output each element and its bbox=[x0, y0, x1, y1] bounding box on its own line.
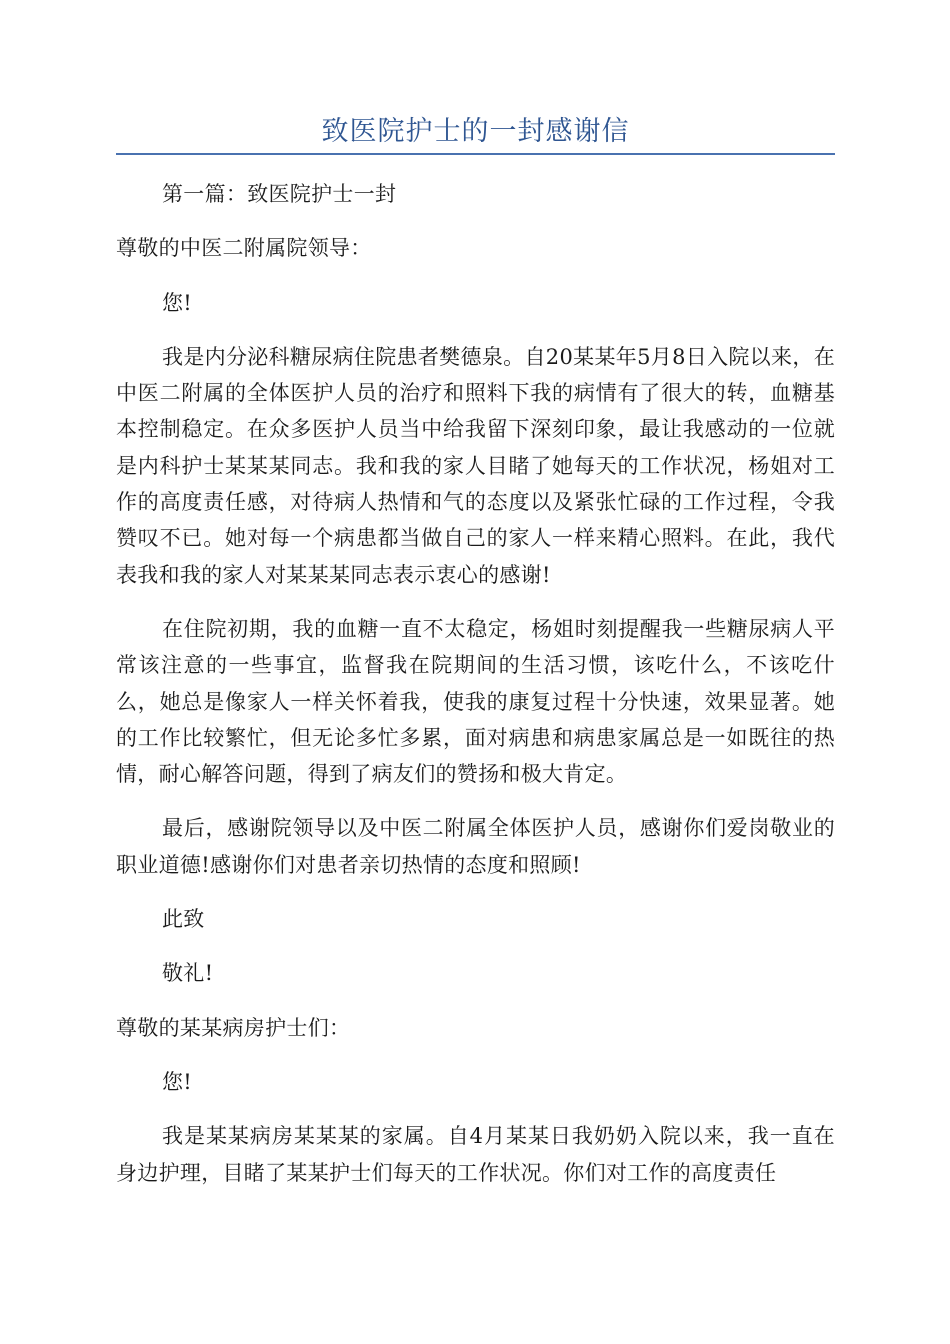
paragraph-closing: 敬礼! bbox=[162, 961, 214, 986]
title-underline bbox=[116, 153, 835, 155]
paragraph-greeting: 您! bbox=[162, 1069, 193, 1094]
paragraph-body: 我是某某病房某某某的家属。自4月某某日我奶奶入院以来，我一直在身边护理，目睹了某某护士们每天的工作状况。你们对工作的高度责任 bbox=[116, 1124, 835, 1185]
paragraph-salutation: 尊敬的中医二附属院领导： bbox=[116, 236, 372, 261]
document-title: 致医院护士的一封感谢信 bbox=[321, 116, 630, 147]
paragraph-body: 最后，感谢院领导以及中医二附属全体医护人员，感谢你们爱岗敬业的职业道德!感谢你们对患者亲切热情的态度和照顾! bbox=[116, 816, 835, 877]
paragraph-section-heading: 第一篇：致医院护士一封 bbox=[162, 182, 397, 206]
paragraph-closing: 此致 bbox=[162, 907, 205, 932]
document-body bbox=[116, 176, 835, 1191]
paragraph-body: 我是内分泌科糖尿病住院患者樊德泉。自20某某年5月8日入院以来，在中医二附属的全体医护人员的治疗和照料下我的病情有了很大的转，血糖基本控制稳定。在众多医护人员当中给我留下深刻印象，最让我感动的一位就是内科护士某某某同志。我和我的家人目睹了她每天的工作状况，杨姐对工作的高度责任感，对待病人热情和气的态度以及紧张忙碌的工作过程，令我赞叹不已。她对每一个病患都当做自己的家人一样来精心照料。在此，我代表我和我的家人对某某某同志表示衷心的感谢! bbox=[116, 344, 835, 587]
paragraph-salutation: 尊敬的某某病房护士们： bbox=[116, 1015, 351, 1040]
paragraph-greeting: 您! bbox=[162, 290, 193, 315]
paragraph-body: 在住院初期，我的血糖一直不太稳定，杨姐时刻提醒我一些糖尿病人平常该注意的一些事宜，监督我在院期间的生活习惯，该吃什么，不该吃什么，她总是像家人一样关怀着我，使我的康复过程十分快速，效果显著。她的工作比较繁忙，但无论多忙多累，面对病患和病患家属总是一如既往的热情，耐心解答问题，得到了病友们的赞扬和极大肯定。 bbox=[116, 616, 835, 787]
